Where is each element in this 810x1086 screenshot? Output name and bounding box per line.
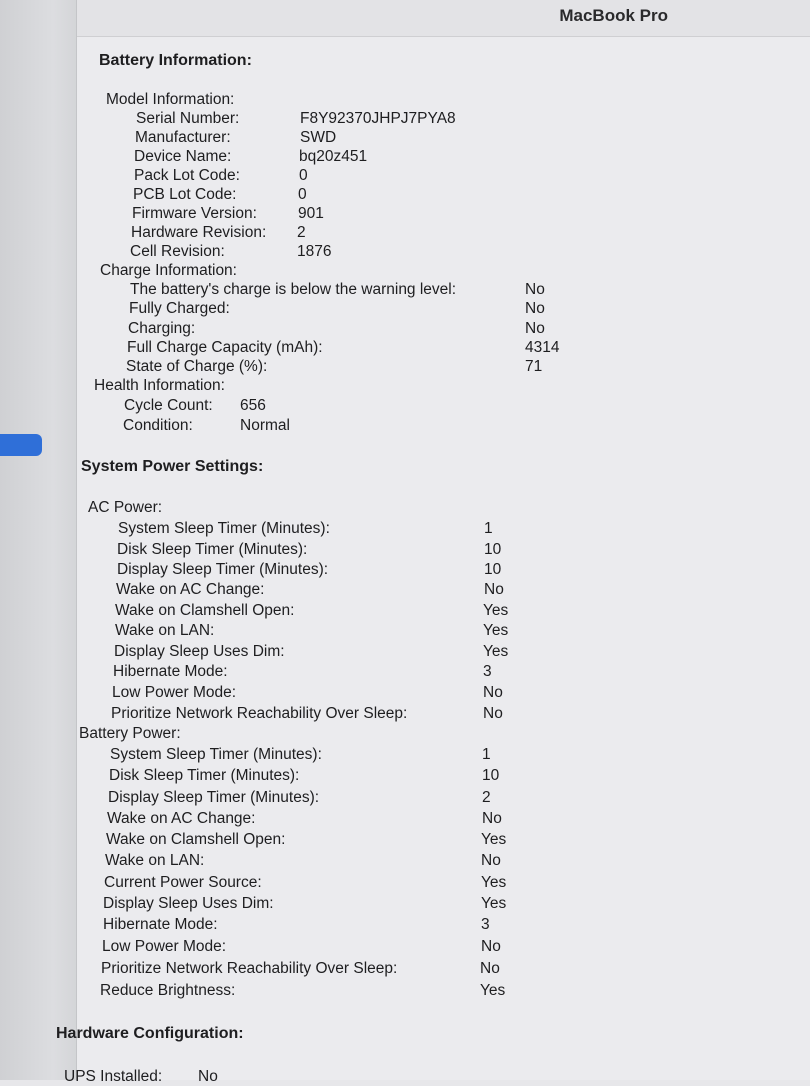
ac-hibernate-mode-label: Hibernate Mode: <box>113 663 228 680</box>
condition-label: Condition: <box>123 417 193 434</box>
pcb-lot-code-value: 0 <box>298 186 307 203</box>
ups-installed-value: No <box>198 1068 218 1085</box>
pack-lot-code-label: Pack Lot Code: <box>134 167 240 184</box>
battery-power-heading: Battery Power: <box>79 725 181 742</box>
full-charge-capacity-label: Full Charge Capacity (mAh): <box>127 339 323 356</box>
bat-system-sleep-timer-value: 1 <box>482 746 491 763</box>
fully-charged-label: Fully Charged: <box>129 300 230 317</box>
sidebar-selected-item[interactable] <box>0 434 42 456</box>
bat-wake-on-lan-label: Wake on LAN: <box>105 852 205 869</box>
ac-wake-on-clamshell-open-label: Wake on Clamshell Open: <box>115 602 295 619</box>
hardware-revision-label: Hardware Revision: <box>131 224 267 241</box>
ac-wake-on-clamshell-open-value: Yes <box>483 602 509 619</box>
cycle-count-value: 656 <box>240 397 266 414</box>
ac-wake-on-lan-value: Yes <box>483 622 509 639</box>
bat-prioritize-network-value: No <box>480 960 500 977</box>
hardware-configuration-heading: Hardware Configuration: <box>56 1025 244 1042</box>
ac-wake-on-lan-label: Wake on LAN: <box>115 622 215 639</box>
ac-disk-sleep-timer-value: 10 <box>484 541 502 558</box>
manufacturer-value: SWD <box>300 129 337 146</box>
bat-low-power-mode-label: Low Power Mode: <box>102 938 227 955</box>
ac-disk-sleep-timer-label: Disk Sleep Timer (Minutes): <box>117 541 308 558</box>
state-of-charge-label: State of Charge (%): <box>126 358 268 375</box>
pack-lot-code-value: 0 <box>299 167 308 184</box>
window-title: MacBook Pro <box>559 6 668 25</box>
ac-display-sleep-uses-dim-label: Display Sleep Uses Dim: <box>114 643 285 660</box>
ac-display-sleep-uses-dim-value: Yes <box>483 643 509 660</box>
health-information-heading: Health Information: <box>94 377 225 394</box>
firmware-version-label: Firmware Version: <box>132 205 257 222</box>
ac-wake-on-ac-change-value: No <box>484 581 504 598</box>
cell-revision-value: 1876 <box>297 243 332 260</box>
bat-display-sleep-uses-dim-label: Display Sleep Uses Dim: <box>103 895 274 912</box>
bat-reduce-brightness-value: Yes <box>480 982 506 999</box>
ac-low-power-mode-label: Low Power Mode: <box>112 684 237 701</box>
bat-display-sleep-timer-label: Display Sleep Timer (Minutes): <box>108 789 320 806</box>
condition-value: Normal <box>240 417 290 434</box>
ac-prioritize-network-label: Prioritize Network Reachability Over Sleep: <box>111 705 408 722</box>
serial-number-value: F8Y92370JHPJ7PYA8 <box>300 110 456 127</box>
manufacturer-label: Manufacturer: <box>135 129 231 146</box>
ac-wake-on-ac-change-label: Wake on AC Change: <box>116 581 265 598</box>
charging-value: No <box>525 320 545 337</box>
full-charge-capacity-value: 4314 <box>525 339 560 356</box>
bat-display-sleep-timer-value: 2 <box>482 789 491 806</box>
hardware-revision-value: 2 <box>297 224 306 241</box>
below-warning-level-value: No <box>525 281 545 298</box>
bat-current-power-source-label: Current Power Source: <box>104 874 262 891</box>
model-information-heading: Model Information: <box>106 91 235 108</box>
ups-installed-label: UPS Installed: <box>64 1068 163 1085</box>
bat-hibernate-mode-value: 3 <box>481 916 490 933</box>
bat-disk-sleep-timer-value: 10 <box>482 767 500 784</box>
battery-information-heading: Battery Information: <box>99 52 252 69</box>
below-warning-level-label: The battery's charge is below the warning level: <box>130 281 457 298</box>
bat-reduce-brightness-label: Reduce Brightness: <box>100 982 236 999</box>
ac-prioritize-network-value: No <box>483 705 503 722</box>
bat-prioritize-network-label: Prioritize Network Reachability Over Sleep: <box>101 960 398 977</box>
serial-number-label: Serial Number: <box>136 110 240 127</box>
bat-disk-sleep-timer-label: Disk Sleep Timer (Minutes): <box>109 767 300 784</box>
bat-hibernate-mode-label: Hibernate Mode: <box>103 916 218 933</box>
ac-display-sleep-timer-value: 10 <box>484 561 502 578</box>
bat-wake-on-clamshell-open-value: Yes <box>481 831 507 848</box>
device-name-label: Device Name: <box>134 148 232 165</box>
firmware-version-value: 901 <box>298 205 324 222</box>
device-name-value: bq20z451 <box>299 148 368 165</box>
ac-system-sleep-timer-value: 1 <box>484 520 493 537</box>
system-power-settings-heading: System Power Settings: <box>81 458 264 475</box>
pcb-lot-code-label: PCB Lot Code: <box>133 186 237 203</box>
ac-display-sleep-timer-label: Display Sleep Timer (Minutes): <box>117 561 329 578</box>
fully-charged-value: No <box>525 300 545 317</box>
bat-display-sleep-uses-dim-value: Yes <box>481 895 507 912</box>
bat-wake-on-clamshell-open-label: Wake on Clamshell Open: <box>106 831 286 848</box>
cell-revision-label: Cell Revision: <box>130 243 225 260</box>
state-of-charge-value: 71 <box>525 358 543 375</box>
charging-label: Charging: <box>128 320 196 337</box>
ac-system-sleep-timer-label: System Sleep Timer (Minutes): <box>118 520 330 537</box>
ac-low-power-mode-value: No <box>483 684 503 701</box>
bat-low-power-mode-value: No <box>481 938 501 955</box>
sidebar <box>0 0 77 1080</box>
bat-wake-on-ac-change-label: Wake on AC Change: <box>107 810 256 827</box>
charge-information-heading: Charge Information: <box>100 262 237 279</box>
ac-power-heading: AC Power: <box>88 499 163 516</box>
cycle-count-label: Cycle Count: <box>124 397 213 414</box>
bat-current-power-source-value: Yes <box>481 874 507 891</box>
bat-system-sleep-timer-label: System Sleep Timer (Minutes): <box>110 746 322 763</box>
bat-wake-on-lan-value: No <box>481 852 501 869</box>
ac-hibernate-mode-value: 3 <box>483 663 492 680</box>
window-titlebar <box>77 0 810 37</box>
bat-wake-on-ac-change-value: No <box>482 810 502 827</box>
